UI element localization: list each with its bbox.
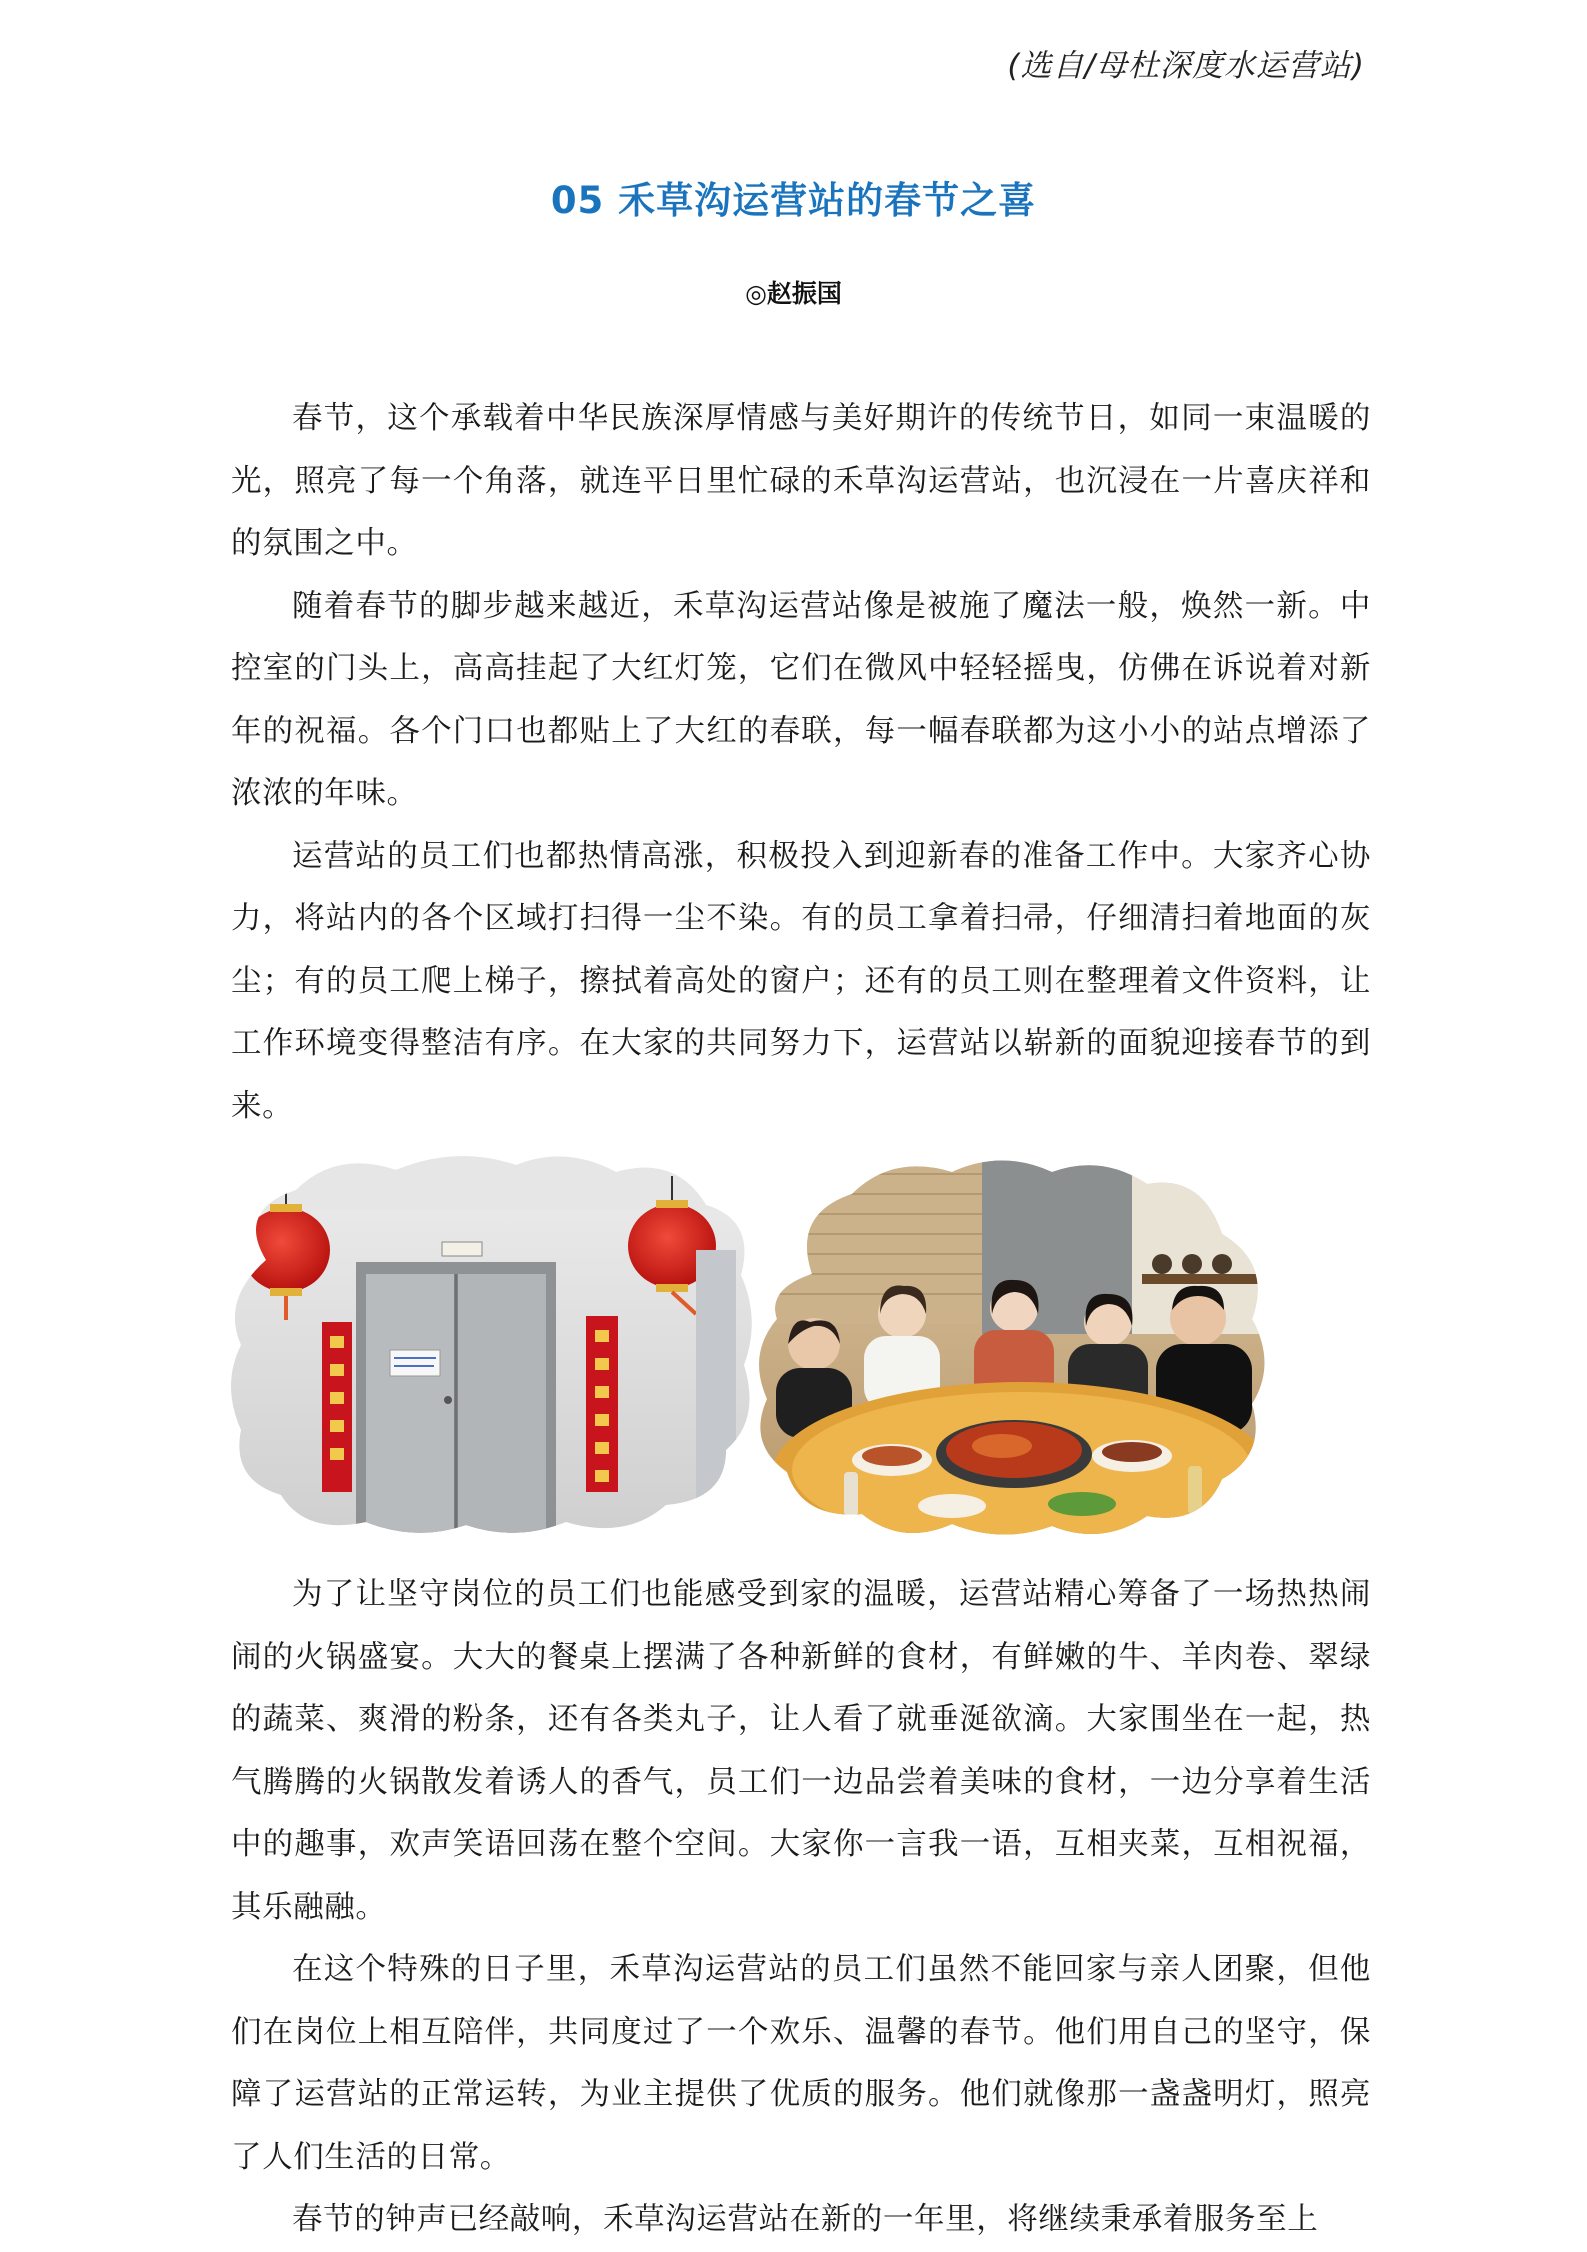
- paragraph: 为了让坚守岗位的员工们也能感受到家的温暖，运营站精心筹备了一场热热闹闹的火锅盛宴。大大的餐桌上摆满了各种新鲜的食材，有鲜嫩的牛、羊肉卷、翠绿的蔬菜、爽滑的粉条，还有各类丸子，让人看了就垂涎欲滴。大家围坐在一起，热气腾腾的火锅散发着诱人的香气，员工们一边品尝着美味的食材，一边分享着生活中的趣事，欢声笑语回荡在整个空间。大家你一言我一语，互相夹菜，互相祝福，其乐融融。: [231, 1577, 1371, 1925]
- paragraph: 在这个特殊的日子里，禾草沟运营站的员工们虽然不能回家与亲人团聚，但他们在岗位上相互陪伴，共同度过了一个欢乐、温馨的春节。他们用自己的坚守，保障了运营站的正常运转，为业主提供了优质的服务。他们就像那一盏盏明灯，照亮了人们生活的日常。: [231, 1952, 1371, 2175]
- paragraph: 春节的钟声已经敲响，禾草沟运营站在新的一年里，将继续秉承着服务至上: [292, 2202, 1319, 2237]
- article-body-bottom: [231, 1564, 1371, 2252]
- article-body-top: [231, 388, 1371, 1138]
- source-note: (选自/母杜深度水运营站): [1007, 48, 1365, 84]
- paragraph: 春节，这个承载着中华民族深厚情感与美好期许的传统节日，如同一束温暖的光，照亮了每一个角落，就连平日里忙碌的禾草沟运营站，也沉浸在一片喜庆祥和的氛围之中。: [231, 401, 1371, 561]
- photo-hotpot-dinner: [752, 1154, 1274, 1540]
- paragraph: 运营站的员工们也都热情高涨，积极投入到迎新春的准备工作中。大家齐心协力，将站内的各个区域打扫得一尘不染。有的员工拿着扫帚，仔细清扫着地面的灰尘；有的员工爬上梯子，擦拭着高处的窗户；还有的员工则在整理着文件资料，让工作环境变得整洁有序。在大家的共同努力下，运营站以崭新的面貌迎接春节的到来。: [231, 838, 1371, 1124]
- article-author: ◎赵振国: [745, 279, 842, 308]
- photo-station-door: [226, 1150, 756, 1538]
- paragraph: 随着春节的脚步越来越近，禾草沟运营站像是被施了魔法一般，焕然一新。中控室的门头上，高高挂起了大红灯笼，它们在微风中轻轻摇曳，仿佛在诉说着对新年的祝福。各个门口也都贴上了大红的春联，每一幅春联都为这小小的站点增添了浓浓的年味。: [231, 588, 1371, 811]
- article-title: 05 禾草沟运营站的春节之喜: [550, 179, 1037, 222]
